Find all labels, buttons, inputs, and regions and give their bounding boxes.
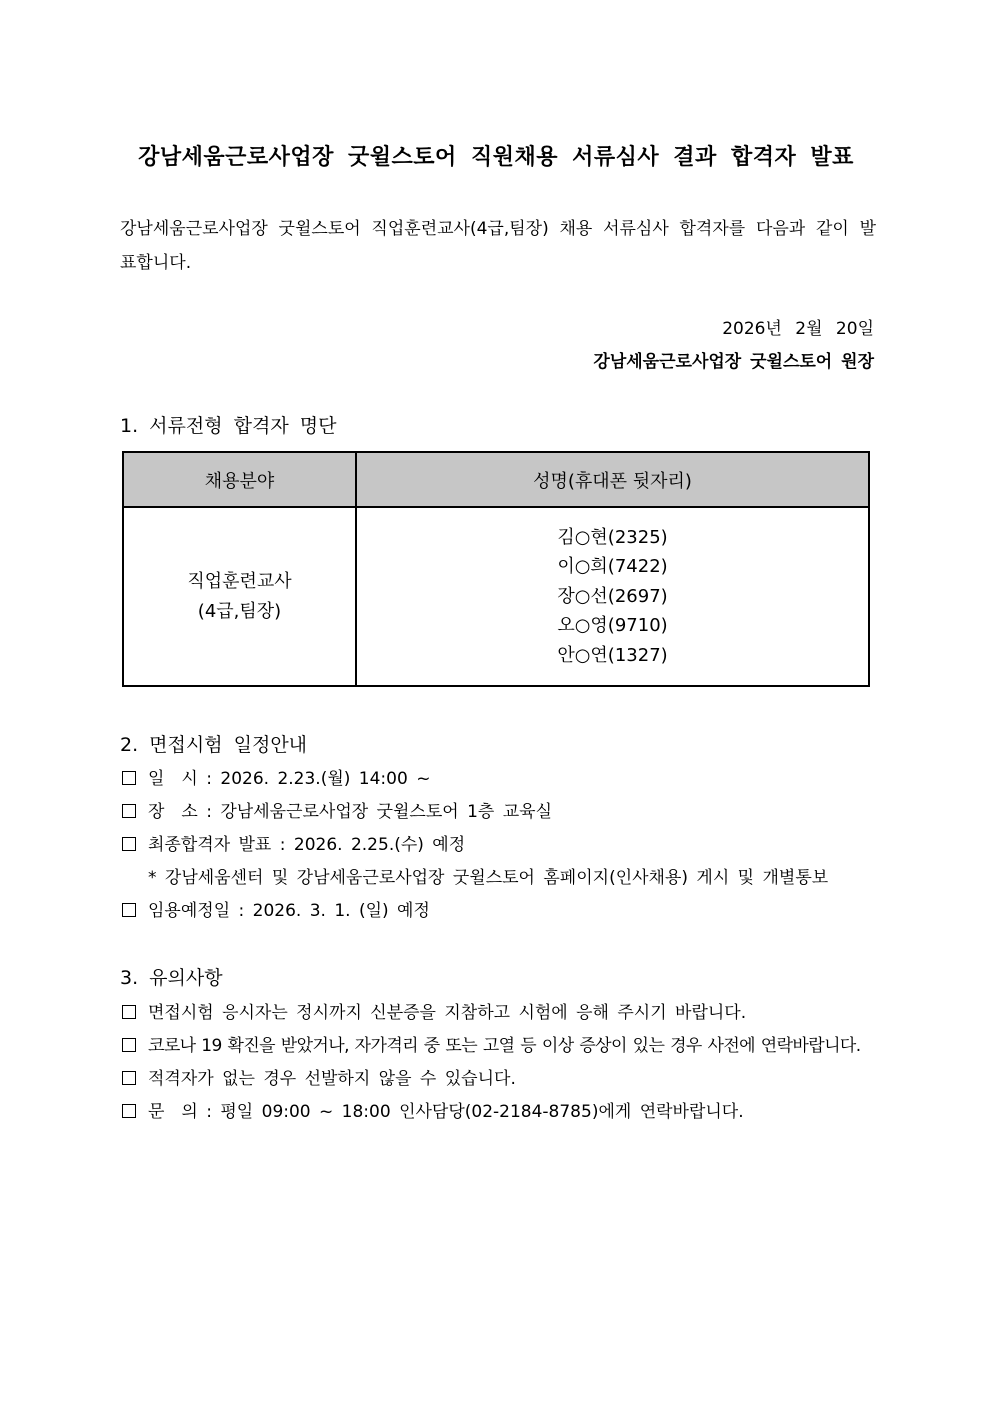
checkbox-icon: [122, 1071, 136, 1085]
section2-heading: 2. 면접시험 일정안내: [120, 734, 308, 756]
list-item-text: 장 소 : 강남세움근로사업장 굿윌스토어 1층 교육실: [148, 802, 553, 822]
announcement-date: 2026년 2월 20일: [722, 319, 874, 339]
checkbox-icon: [122, 1038, 136, 1052]
sender-name: 강남세움근로사업장 굿윌스토어 원장: [593, 352, 874, 372]
schedule-list: [122, 763, 828, 928]
table-header-row: [123, 452, 869, 507]
list-item: [122, 763, 828, 796]
list-item: [122, 829, 828, 862]
list-item-text: 최종합격자 발표 : 2026. 2.25.(수) 예정: [148, 835, 466, 855]
header-field: 채용분야: [123, 452, 356, 507]
list-item-text: 적격자가 없는 경우 선발하지 않을 수 있습니다.: [148, 1069, 516, 1089]
list-item: [122, 997, 861, 1030]
list-item-text: 임용예정일 : 2026. 3. 1. (일) 예정: [148, 901, 430, 921]
list-item-text: 문 의 : 평일 09:00 ~ 18:00 인사담당(02-2184-8785)에게 연락바랍니다.: [148, 1102, 744, 1122]
list-item: [122, 796, 828, 829]
list-item: [122, 1030, 861, 1063]
checkbox-icon: [122, 1005, 136, 1019]
checkbox-icon: [122, 837, 136, 851]
list-note: * 강남세움센터 및 강남세움근로사업장 굿윌스토어 홈페이지(인사채용) 게시 및 개별통보: [148, 868, 829, 888]
field-name: 직업훈련교사: [187, 570, 292, 592]
field-grade: (4급,팀장): [197, 600, 282, 622]
header-name: 성명(휴대폰 뒷자리): [356, 452, 869, 507]
list-item: [122, 1063, 861, 1096]
results-table: [122, 451, 870, 687]
page-title: 강남세움근로사업장 굿윌스토어 직원채용 서류심사 결과 합격자 발표: [138, 145, 854, 170]
candidate-name: 이○희(7422): [557, 556, 668, 578]
list-item: [122, 1096, 861, 1129]
candidate-name: 오○영(9710): [557, 615, 668, 637]
list-item-text: 면접시험 응시자는 정시까지 신분증을 지참하고 시험에 응해 주시기 바랍니다.: [148, 1003, 747, 1023]
notice-list: [122, 997, 861, 1129]
names-cell: [356, 507, 869, 686]
list-item-text: 일 시 : 2026. 2.23.(월) 14:00 ~: [148, 769, 431, 789]
intro-paragraph: 강남세움근로사업장 굿윌스토어 직업훈련교사(4급,팀장) 채용 서류심사 합격자를 다음과 같이 발표합니다.: [120, 219, 876, 273]
checkbox-icon: [122, 771, 136, 785]
candidate-name: 장○선(2697): [557, 585, 668, 607]
list-item: [122, 895, 828, 928]
checkbox-icon: [122, 903, 136, 917]
candidate-name: 김○현(2325): [557, 526, 668, 548]
table-row: [123, 507, 869, 686]
checkbox-icon: [122, 804, 136, 818]
list-item-text: 코로나 19 확진을 받았거나, 자가격리 중 또는 고열 등 이상 증상이 있는 경우 사전에 연락바랍니다.: [148, 1036, 861, 1056]
checkbox-icon: [122, 1104, 136, 1118]
section3-heading: 3. 유의사항: [120, 967, 223, 989]
field-cell: [123, 507, 356, 686]
section1-heading: 1. 서류전형 합격자 명단: [120, 415, 337, 437]
candidate-name: 안○연(1327): [557, 644, 668, 666]
